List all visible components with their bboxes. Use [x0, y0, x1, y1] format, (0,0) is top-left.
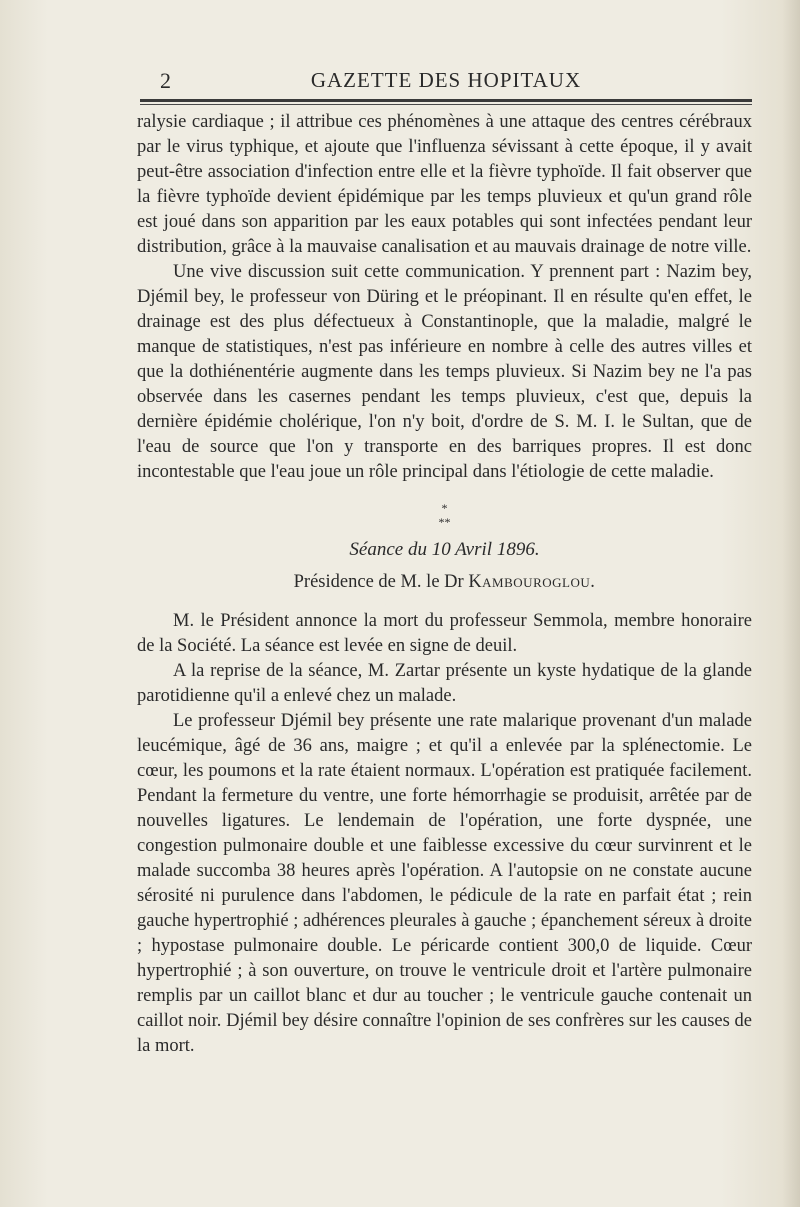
body-text [137, 110, 752, 1059]
president-name: Kambouroglou. [468, 572, 596, 592]
paragraph-announcement: M. le Président annonce la mort du professeur Semmola, membre honoraire de la Société. La séance est levée en signe de deuil. [137, 611, 752, 656]
paragraph-kyste: A la reprise de la séance, M. Zartar présente un kyste hydatique de la glande parotidienne qu'il a enlevé chez un malade. [137, 661, 752, 706]
presidence-line [137, 569, 752, 595]
paragraph-discussion: Une vive discussion suit cette communication. Y prennent part : Nazim bey, Djémil bey, le professeur von Düring et le préopinant. Il en résulte qu'en effet, le drainage est des plus défectueux à Constantinople, que la maladie, malgré le manque de statistiques, n'est pas inférieure en nombre à celle des autres villes et que la dothiénentérie augmente dans les temps pluvieux. Si Nazim bey ne l'a pas observée dans les casernes pendant les temps pluvieux, c'est que, depuis la dernière épidémie cholérique, l'on n'y boit, d'ordre de S. M. I. le Sultan, que de l'eau de source que l'on y transporte en des barriques propres. Il est donc incontestable que l'eau joue un rôle principal dans l'étiologie de cette maladie. [137, 262, 752, 482]
running-title: GAZETTE DES HOPITAUX [310, 68, 582, 92]
presidence-prefix: Présidence de M. le Dr [293, 572, 464, 592]
section-separator-asterism [137, 501, 752, 529]
page-number: 2 [160, 68, 171, 93]
page-header [140, 68, 752, 92]
seance-heading: Séance du 10 Avril 1896. [349, 539, 540, 560]
header-rule-thin [140, 104, 752, 105]
page-edge-shadow [782, 0, 800, 1207]
paragraph-splenectomie: Le professeur Djémil bey présente une rate malarique provenant d'un malade leucémique, âgé de 36 ans, maigre ; et qu'il a enlevée par la splénectomie. Le cœur, les poumons et la rate étaient normaux. L'opération est pratiquée facilement. Pendant la fermeture du ventre, une forte hémorrhagie se produisit, arrêtée par de nouvelles ligatures. Le lendemain de l'opération, une forte dyspnée, une congestion pulmonaire double et une faiblesse excessive du cœur survinrent et le malade succomba 38 heures après l'opération. A l'autopsie on ne constate aucune sérosité ni purulence dans l'abdomen, le pédicule de la rate en parfait état ; rein gauche hypertrophié ; adhérences pleurales à gauche ; épanchement séreux à droite ; hypostase pulmonaire double. Le péricarde contient 300,0 de liquide. Cœur hypertrophié ; à son ouverture, on trouve le ventricule droit et l'artère pulmonaire remplis par un caillot blanc et dur au toucher ; le ventricule gauche contenait un caillot noir. Djémil bey désire connaître l'opinion de ses confrères sur les causes de la mort. [137, 711, 752, 1056]
paragraph-continuation: ralysie cardiaque ; il attribue ces phénomènes à une attaque des centres cérébraux par le virus typhique, et ajoute que l'influenza sévissant à cette époque, il y avait peut-être association d'infection entre elle et la fièvre typhoïde. Il fait observer que la fièvre typhoïde devient épidémique par les temps pluvieux et qu'un grand rôle est joué dans son apparition par les eaux potables qui sont infectées pendant leur distribution, grâce à la mauvaise canalisation et au mauvais drainage de notre ville. [137, 112, 752, 257]
asterism-top: * [441, 501, 448, 515]
header-rule-thick [140, 99, 752, 102]
asterism-bottom: ** [438, 515, 451, 529]
